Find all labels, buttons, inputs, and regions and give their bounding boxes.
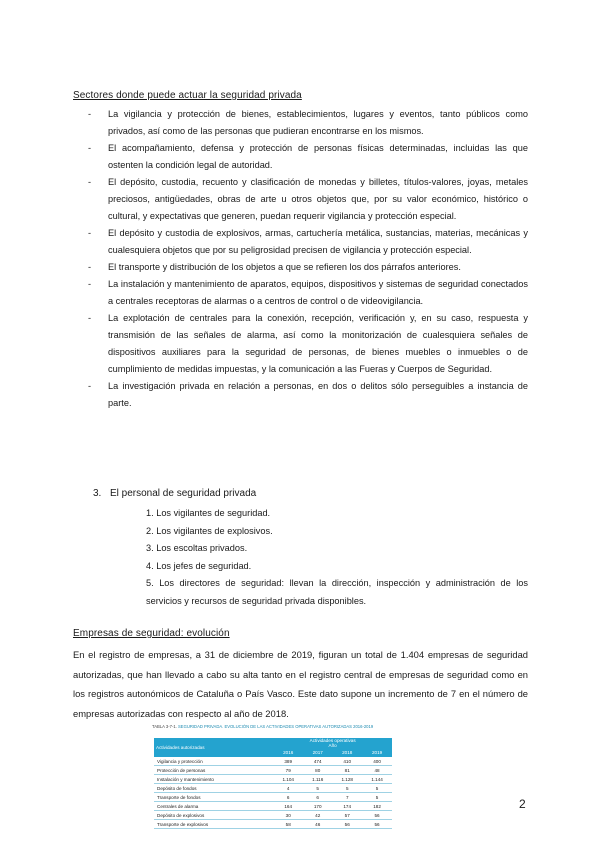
row-label: Protección de personas xyxy=(154,766,273,775)
row-label: Depósito de explosivos xyxy=(154,811,273,820)
row-label: Instalación y mantenimiento xyxy=(154,775,273,784)
list-item: - El depósito, custodia, recuento y clasificación de monedas y billetes, títulos-valores, joyas, metales preciosos, antigüedades, obras de arte u otros objetos que, por su valor económico, histórico o cultural, y expectativas que generen, puedan requerir vigilancia y protección especial. xyxy=(88,177,528,221)
cell: 389 xyxy=(273,757,303,766)
cell: 5 xyxy=(362,793,392,802)
cell: 42 xyxy=(303,811,332,820)
section-number: 3. xyxy=(93,488,102,499)
list-item: 1. Los vigilantes de seguridad. xyxy=(146,508,271,518)
table-row xyxy=(154,793,392,802)
table-row xyxy=(154,766,392,775)
cell: 48 xyxy=(362,766,392,775)
row-label: Vigilancia y protección xyxy=(154,757,273,766)
column-header: 2018 xyxy=(332,748,362,757)
empresas-paragraph: En el registro de empresas, a 31 de diciembre de 2019, figuran un total de 1.404 empresas de seguridad autorizadas, que han llevado a cabo su alta tanto en el registro central de empresas de seguridad como en los registros autonómicos de Cataluña o País Vasco. Este dato supone un incremento de 7 en el número de empresas autorizadas con respecto al año de 2018. xyxy=(73,649,528,719)
list-item: 5. Los directores de seguridad: llevan la dirección, inspección y administración de los servicios y recursos de seguridad privada disponibles. xyxy=(146,578,528,606)
table-row-header: Actividades autorizadas xyxy=(154,738,273,757)
table-caption-title: SEGURIDAD PRIVADA. EVOLUCIÓN DE LAS ACTIVIDADES OPERATIVAS AUTORIZADAS 2016-2019 xyxy=(178,724,374,729)
list-item: - La explotación de centrales para la conexión, recepción, verificación y, en su caso, respuesta y transmisión de las señales de alarma, así como la monitorización de cualesquiera señales de dispositivos auxiliares para la seguridad de personas, de bienes muebles o inmuebles o de cumplimiento de medidas impuestas, y la comunicación a las Fueras y Cuerpos de Seguridad. xyxy=(88,313,528,374)
table-row xyxy=(154,757,392,766)
cell: 58 xyxy=(273,820,303,829)
cell: 5 xyxy=(303,784,332,793)
cell: 4 xyxy=(273,784,303,793)
table-row xyxy=(154,802,392,811)
cell: 5 xyxy=(332,784,362,793)
list-item: - El acompañamiento, defensa y protección de personas físicas determinadas, incluidas las que ostenten la condición legal de autoridad. xyxy=(88,143,528,170)
list-item: 2. Los vigilantes de explosivos. xyxy=(146,525,273,536)
cell: 80 xyxy=(303,766,332,775)
cell: 5 xyxy=(362,784,392,793)
list-item: - La investigación privada en relación a personas, en dos o delitos sólo perseguibles a instancia de parte. xyxy=(88,381,528,408)
cell: 56 xyxy=(332,820,362,829)
cell: 46 xyxy=(303,820,332,829)
cell: 174 xyxy=(332,802,362,811)
cell: 410 xyxy=(332,757,362,766)
group-header-label: Actividades operativas xyxy=(309,738,356,743)
list-item: 3. Los escoltas privados. xyxy=(146,543,248,553)
table-row xyxy=(154,784,392,793)
table-caption-label: TABLA 3-7-1. xyxy=(152,724,177,729)
cell: 79 xyxy=(273,766,303,775)
cell: 7 xyxy=(332,793,362,802)
list-item: - El depósito y custodia de explosivos, armas, cartuchería metálica, sustancias, materias, mecánicas y cualesquiera objetos que por su peligrosidad precisen de vigilancia y protección especial. xyxy=(88,228,528,255)
cell: 1.116 xyxy=(303,775,332,784)
list-item: - El transporte y distribución de los objetos a que se refieren los dos párrafos anteriores. xyxy=(88,262,461,272)
table-row xyxy=(154,820,392,829)
table-row xyxy=(154,775,392,784)
personal-list xyxy=(146,505,528,610)
cell: 1.104 xyxy=(273,775,303,784)
cell: 81 xyxy=(332,766,362,775)
row-label: Centrales de alarma xyxy=(154,802,273,811)
list-item: - La instalación y mantenimiento de aparatos, equipos, dispositivos y sistemas de seguridad conectados a centrales receptoras de alarmas o a centros de control o de videovigilancia. xyxy=(88,279,528,306)
cell: 164 xyxy=(273,802,303,811)
section-heading-empresas: Empresas de seguridad: evolución xyxy=(73,628,230,639)
cell: 6 xyxy=(273,793,303,802)
section-title: El personal de seguridad privada xyxy=(110,488,257,499)
table-group-header xyxy=(273,738,392,748)
cell: 56 xyxy=(362,811,392,820)
row-label: Depósito de fondos xyxy=(154,784,273,793)
column-header: 2019 xyxy=(362,748,392,757)
cell: 182 xyxy=(362,802,392,811)
section-heading-personal xyxy=(93,488,256,499)
cell: 400 xyxy=(362,757,392,766)
cell: 6 xyxy=(303,793,332,802)
column-header: 2017 xyxy=(303,748,332,757)
table-caption xyxy=(152,724,373,729)
list-item: - La vigilancia y protección de bienes, establecimientos, lugares y eventos, tanto públicos como privados, así como de las personas que pudieran encontrarse en los mismos. xyxy=(88,109,528,136)
table-row xyxy=(154,811,392,820)
row-label: Transporte de fondos xyxy=(154,793,273,802)
cell: 474 xyxy=(303,757,332,766)
row-label: Transporte de explosivos xyxy=(154,820,273,829)
years-label: Año xyxy=(328,743,337,748)
cell: 1.144 xyxy=(362,775,392,784)
list-item: 4. Los jefes de seguridad. xyxy=(146,560,252,571)
column-header: 2016 xyxy=(273,748,303,757)
page-number: 2 xyxy=(519,797,526,811)
cell: 170 xyxy=(303,802,332,811)
section-heading-sectores: Sectores donde puede actuar la seguridad privada xyxy=(73,90,302,101)
cell: 1.128 xyxy=(332,775,362,784)
cell: 30 xyxy=(273,811,303,820)
cell: 57 xyxy=(332,811,362,820)
sectores-list xyxy=(86,106,528,412)
cell: 56 xyxy=(362,820,392,829)
activities-table xyxy=(154,738,392,829)
